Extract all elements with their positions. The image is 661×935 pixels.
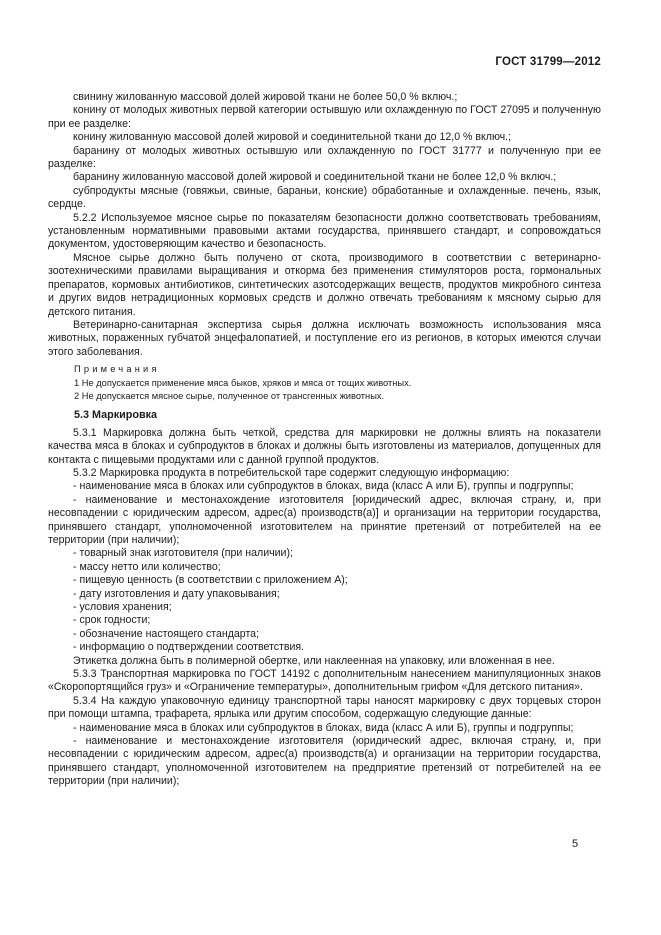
- page-header: [48, 56, 601, 68]
- list-item: - наименование мяса в блоках или субпродуктов в блоках, вида (класс А или Б), группы и подгруппы;: [73, 480, 574, 493]
- list-item: - дату изготовления и дату упаковывания;: [73, 587, 280, 600]
- list-item: - информацию о подтверждении соответствия.: [73, 641, 305, 654]
- paragraph: Ветеринарно-санитарная экспертиза сырья должна исключать возможность использования мяса животных, пораженных губчатой энцефалопатией, и поступление его из регионов, в которых имеются случаи этого заболевания.: [48, 318, 601, 358]
- notes-heading: Примечания: [74, 364, 160, 375]
- clause-paragraph: 5.3.3 Транспортная маркировка по ГОСТ 14192 с дополнительным нанесением манипуляционных знаков «Скоропортящийся груз» и «Ограничение температуры», дополнительным грифом «Для детского питания».: [48, 668, 601, 694]
- list-item: свинину жилованную массовой долей жировой ткани не более 50,0 % включ.;: [73, 91, 458, 103]
- notes-block: [48, 363, 601, 403]
- list-item: - срок годности;: [73, 614, 151, 627]
- list-item: - наименование и местонахождение изготовителя (юридический адрес, включая страну, и, при несовпадении с юридическим адресом, адрес(а) производств(а) и организации на территории государства, принявшего стандарт, уполномоченной изготовителем на предприятие претензий от потребителей на ее территории (при наличии);: [48, 735, 601, 788]
- clause-paragraph: 5.3.2 Маркировка продукта в потребительской таре содержит следующую информацию:: [73, 466, 510, 479]
- section-heading: 5.3 Маркировка: [74, 408, 158, 421]
- clause-paragraph: 5.3.4 На каждую упаковочную единицу транспортной тары наносят маркировку с двух торцевых сторон при помощи штампа, трафарета, ярлыка или другим способом, содержащую следующие данные:: [48, 694, 601, 721]
- paragraph: Мясное сырье должно быть получено от скота, производимого в соответствии с ветеринарно-зоотехническими правилами выращивания и откорма без применения стимуляторов роста, гормональных препаратов, кормовых антибиотиков, синтетических азотсодержащих веществ, продуктов микробного синтеза и других видов нетрадиционных кормовых средств и должно отвечать требованиям к мясному сырью для детского питания.: [48, 251, 601, 318]
- list-item: - наименование мяса в блоках или субпродуктов в блоках, вида (класс А или Б), группы и подгруппы;: [73, 721, 574, 734]
- note-item: 1 Не допускается применение мяса быков, хряков и мяса от тощих животных.: [74, 378, 412, 389]
- list-item: - обозначение настоящего стандарта;: [73, 627, 260, 640]
- list-item: - массу нетто или количество;: [73, 560, 221, 573]
- clause-paragraph: 5.2.2 Используемое мясное сырье по показателям безопасности должно соответствовать требованиям, установленным нормативными правовыми актами государства, принявшего стандарт, и сопровождаться документом, удостоверяющим качество и безопасность.: [48, 211, 601, 251]
- list-item: субпродукты мясные (говяжьи, свиные, бараньи, конские) обработанные и охлажденные. печень, язык, сердце.: [48, 184, 601, 211]
- list-item: баранину от молодых животных остывшую или охлажденную по ГОСТ 31777 и полученную при ее разделке:: [48, 144, 601, 171]
- list-item: - условия хранения;: [73, 601, 172, 613]
- note-item: 2 Не допускается мясное сырье, полученное от трансгенных животных.: [74, 390, 385, 401]
- document-body: [48, 91, 601, 789]
- page-number: 5: [572, 838, 579, 850]
- paragraph: Этикетка должна быть в полимерной обертке, или наклеенная на упаковку, или вложенная в нее.: [73, 654, 555, 667]
- clause-paragraph: 5.3.1 Маркировка должна быть четкой, средства для маркировки не должны влиять на показатели качества мяса в блоках и субпродуктов в блоках и должны быть изготовлены из материалов, допущенных для контакта с пищевыми продуктами или с данной группой продуктов.: [48, 426, 601, 466]
- list-item: - товарный знак изготовителя (при наличии);: [73, 547, 293, 560]
- list-item: конину жилованную массовой долей жировой и соединительной ткани до 12,0 % включ.;: [73, 131, 512, 144]
- list-item: баранину жилованную массовой долей жировой и соединительной ткани не более 12,0 % включ.;: [73, 171, 557, 184]
- list-item: - пищевую ценность (в соответствии с приложением А);: [73, 574, 348, 587]
- list-item: конину от молодых животных первой категории остывшую или охлажденную по ГОСТ 27095 и полученную при ее разделке:: [48, 104, 601, 130]
- list-item: - наименование и местонахождение изготовителя [юридический адрес, включая страну, и, при несовпадении с юридическим адресом, адрес(а) производств(а)] и организации на территории государства, принявшего стандарт, уполномоченной изготовителем на принятие претензий от потребителей на ее территории (при наличии);: [48, 493, 601, 546]
- document-code: ГОСТ 31799—2012: [495, 56, 601, 68]
